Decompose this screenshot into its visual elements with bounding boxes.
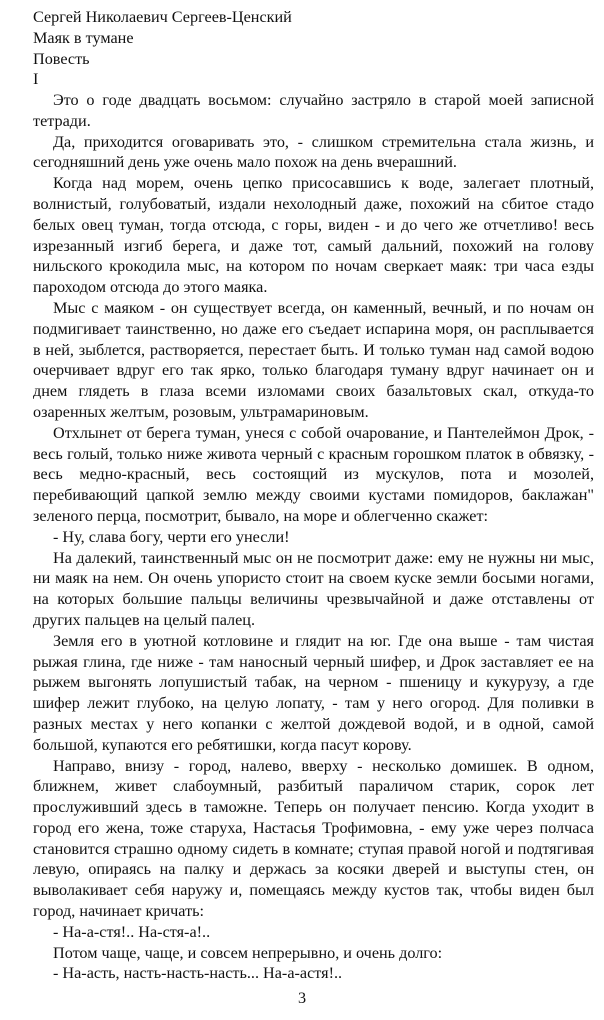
- paragraph: Это о годе двадцать восьмом: случайно застряло в старой моей записной тетради.: [33, 91, 594, 130]
- paragraph: На далекий, таинственный мыс он не посмотрит даже: ему не нужны ни мыс, ни маяк на нем. Он очень упористо стоит на своем куске земли босыми ногами, на которых большие пальцы величины чрезвычайной и даже отставлены от других пальцев на целый палец.: [33, 548, 594, 629]
- paragraph: Да, приходится оговаривать это, - слишком стремительна стала жизнь, и сегодняшний день уже очень мало похож на день вчерашний.: [33, 132, 594, 172]
- chapter-number: I: [33, 70, 39, 89]
- dialogue-line: - На-а-стя!.. На-стя-а!..: [53, 922, 211, 941]
- paragraph: Отхлынет от берега туман, унеся с собой очарование, и Пантелеймон Дрок, - весь голый, только ниже живота черный с красным горошком платок в обвязку, - весь медно-красный, весь состоящий из мускулов, пота и мозолей, перебивающий цапкой землю между своими кустами помидоров, баклажан" зеленого перца, посмотрит, бывало, на море и облегченно скажет:: [33, 423, 594, 525]
- paragraph: Потом чаще, чаще, и совсем непрерывно, и очень долго:: [53, 943, 443, 962]
- paragraph: Когда над морем, очень цепко присосавшись к воде, залегает плотный, волнистый, голубоватый, издали нехолодный даже, похожий на сбитое стадо белых овец туман, тогда отсюда, с горы, виден - и до чего же отчетливо! весь изрезанный изгиб берега, и даже тот, самый дальний, похожий на голову нильского крокодила мыс, на котором по ночам сверкает маяк: три часа езды пароходом отсюда до этого маяка.: [33, 174, 594, 297]
- page-header: [33, 7, 593, 90]
- author-name: Сергей Николаевич Сергеев-Ценский: [33, 8, 292, 26]
- paragraph: Земля его в уютной котловине и глядит на юг. Где она выше - там чистая рыжая глина, где ниже - там наносный черный шифер, и Дрок заставляет ее на рыжем выгонять лопушистый табак, на черном - пшеницу и кукурузу, а где шифер лежит глубоко, на целую лопату, - там у него огород. Для поливки в разных местах у него копанки с желтой дождевой водой, и в одной, самой большой, купаются его ребятишки, когда пасут корову.: [33, 631, 594, 754]
- genre-label: Повесть: [33, 49, 90, 68]
- page-body: [33, 90, 594, 984]
- paragraph: Мыс с маяком - он существует всегда, он каменный, вечный, и по ночам он подмигивает таинственно, но даже его съедает испарина моря, он расплывается в ней, зыблется, растворяется, перестает быть. И только туман над самой водою очерчивает вдруг его так ярко, только благодаря туману вдруг начинает он и днем глядеть в глаза всеми изломами своих базальтовых скал, откуда-то озаренных желтым, розовым, ультрамариновым.: [33, 298, 594, 421]
- dialogue-line: - На-асть, насть-насть-насть... На-а-астя!..: [53, 964, 343, 983]
- page-number: 3: [297, 989, 307, 1007]
- paragraph: Направо, внизу - город, налево, вверху - несколько домишек. В одном, ближнем, живет слабоумный, разбитый параличом старик, сорок лет прослуживший здесь в таможне. Теперь он получает пенсию. Когда уходит в город его жена, тоже старуха, Настасья Трофимовна, - ему уже через полчаса становится страшно одному сидеть в комнате; ступая правой ногой и подтягивая левую, опираясь на палку и держась за косяки дверей и выступы стен, он выволакивает себя наружу и, помещаясь между кустов так, чтобы виден был город, начинает кричать:: [33, 756, 594, 921]
- book-title: Маяк в тумане: [33, 28, 134, 47]
- dialogue-line: - Ну, слава богу, черти его унесли!: [53, 527, 290, 546]
